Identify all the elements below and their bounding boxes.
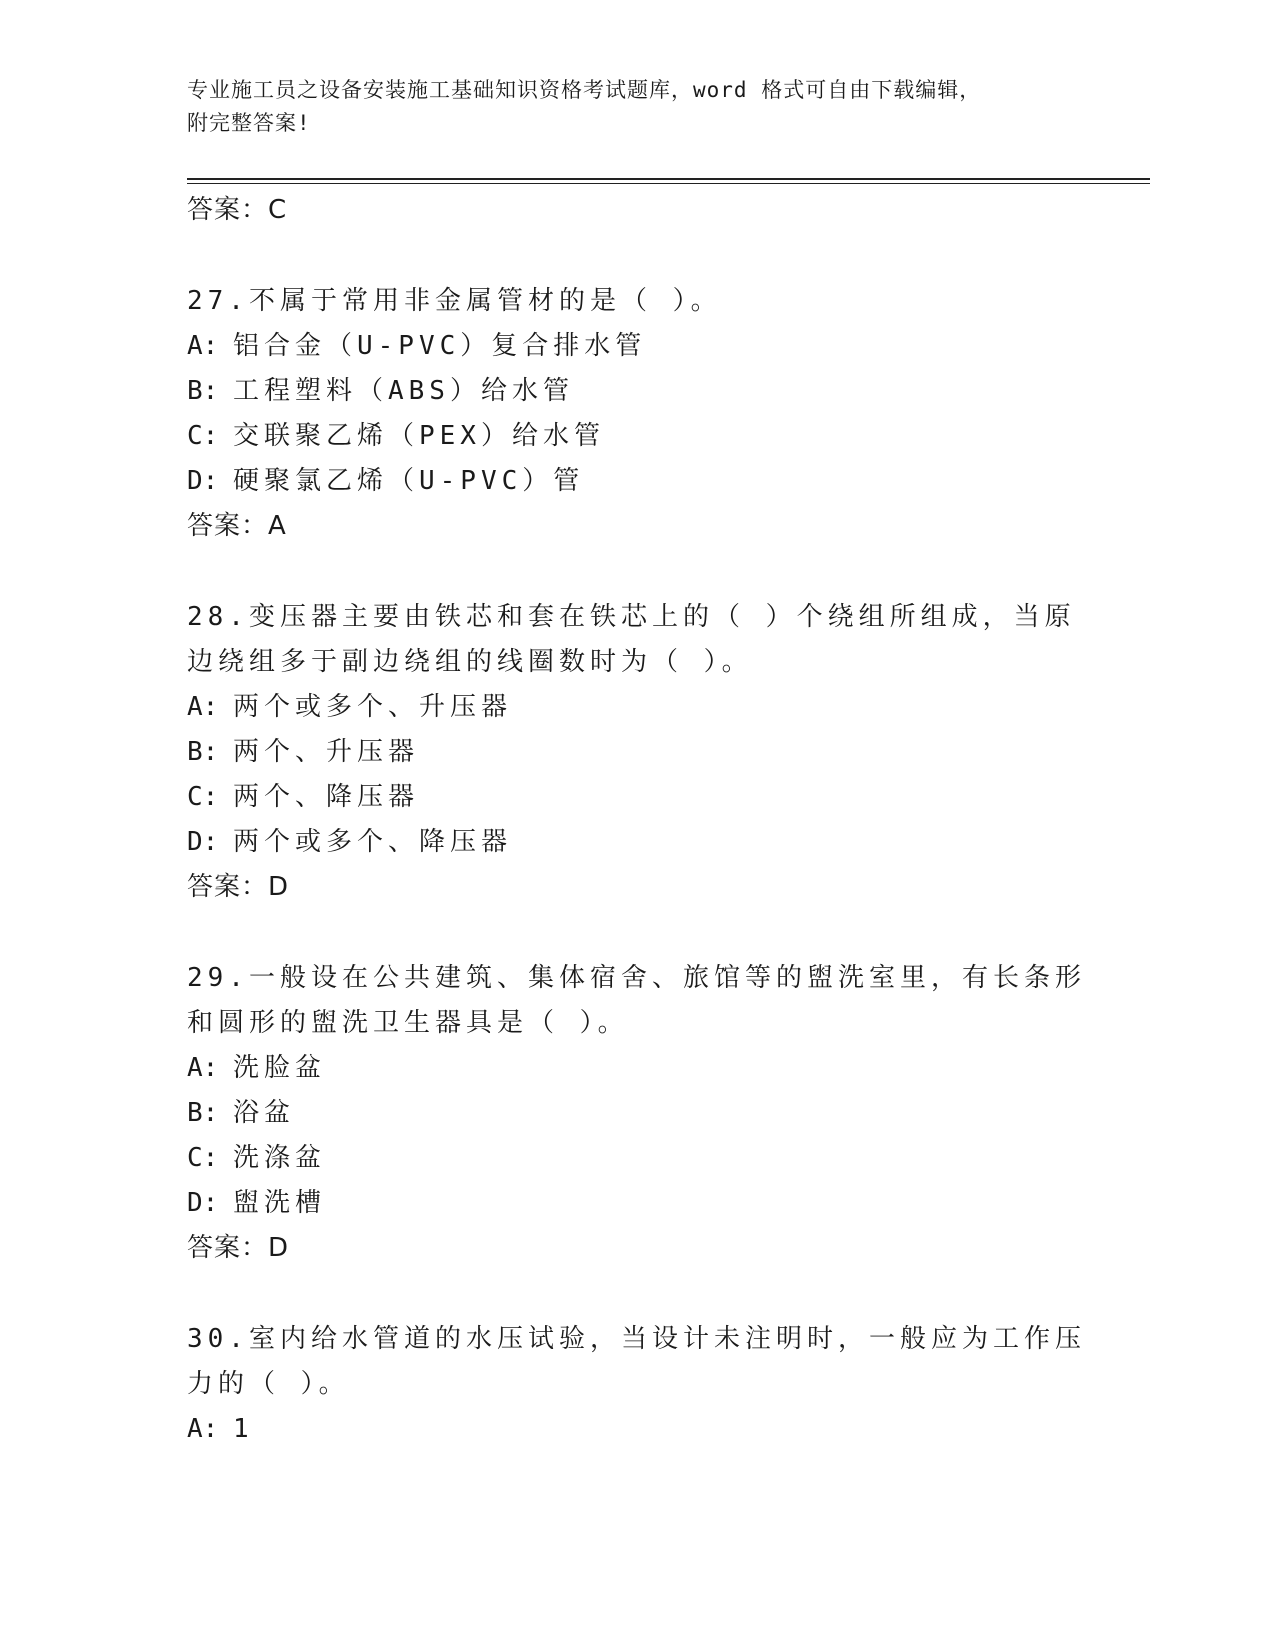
option-d — [187, 459, 1087, 504]
option-letter: C: — [187, 421, 219, 451]
option-d — [187, 820, 1087, 865]
question-text: 27.不属于常用非金属管材的是（ ）。 — [187, 286, 722, 316]
header-line-2: 附完整答案! — [187, 111, 311, 135]
previous-answer: 答案：C — [187, 195, 288, 225]
option-a — [187, 685, 1087, 730]
option-text: 浴盆 — [233, 1098, 296, 1128]
header-line-1: 专业施工员之设备安装施工基础知识资格考试题库，word 格式可自由下载编辑， — [187, 78, 982, 102]
option-text: 两个、降压器 — [233, 782, 420, 812]
option-a — [187, 1407, 1087, 1452]
question-text: 30.室内给水管道的水压试验，当设计未注明时，一般应为工作压力的（ ）。 — [187, 1324, 1086, 1399]
question-28 — [187, 595, 1087, 910]
question-text: 29.一般设在公共建筑、集体宿舍、旅馆等的盥洗室里，有长条形和圆形的盥洗卫生器具是（ ）。 — [187, 963, 1086, 1038]
option-letter: A: — [187, 1053, 219, 1083]
question-30 — [187, 1317, 1087, 1452]
header-divider-thick — [187, 178, 1150, 180]
answer: 答案：D — [187, 872, 290, 902]
option-b — [187, 369, 1087, 414]
option-letter: D: — [187, 827, 219, 857]
option-c — [187, 414, 1087, 459]
document-body — [187, 188, 1087, 1452]
option-text: 洗涤盆 — [233, 1143, 327, 1173]
option-text: 工程塑料（ABS）给水管 — [233, 376, 574, 406]
question-29 — [187, 956, 1087, 1271]
option-d — [187, 1181, 1087, 1226]
option-letter: B: — [187, 376, 219, 406]
option-a — [187, 324, 1087, 369]
option-text: 铝合金（U-PVC）复合排水管 — [233, 331, 647, 361]
document-header — [187, 74, 1087, 140]
option-text: 两个、升压器 — [233, 737, 420, 767]
answer: 答案：A — [187, 511, 287, 541]
answer: 答案：D — [187, 1233, 290, 1263]
option-letter: B: — [187, 1098, 219, 1128]
option-text: 1 — [233, 1414, 254, 1444]
option-letter: C: — [187, 782, 219, 812]
header-divider-thin — [187, 183, 1150, 184]
option-b — [187, 1091, 1087, 1136]
option-text: 两个或多个、降压器 — [233, 827, 513, 857]
option-b — [187, 730, 1087, 775]
question-text: 28.变压器主要由铁芯和套在铁芯上的（ ）个绕组所组成，当原边绕组多于副边绕组的线圈数时为（ ）。 — [187, 602, 1076, 677]
option-text: 两个或多个、升压器 — [233, 692, 513, 722]
option-text: 洗脸盆 — [233, 1053, 327, 1083]
option-letter: A: — [187, 331, 219, 361]
option-letter: A: — [187, 692, 219, 722]
option-text: 交联聚乙烯（PEX）给水管 — [233, 421, 605, 451]
option-text: 硬聚氯乙烯（U-PVC）管 — [233, 466, 585, 496]
option-a — [187, 1046, 1087, 1091]
option-letter: C: — [187, 1143, 219, 1173]
option-letter: D: — [187, 466, 219, 496]
option-c — [187, 775, 1087, 820]
option-letter: B: — [187, 737, 219, 767]
question-27 — [187, 279, 1087, 549]
option-text: 盥洗槽 — [233, 1188, 327, 1218]
option-c — [187, 1136, 1087, 1181]
option-letter: D: — [187, 1188, 219, 1218]
option-letter: A: — [187, 1414, 219, 1444]
